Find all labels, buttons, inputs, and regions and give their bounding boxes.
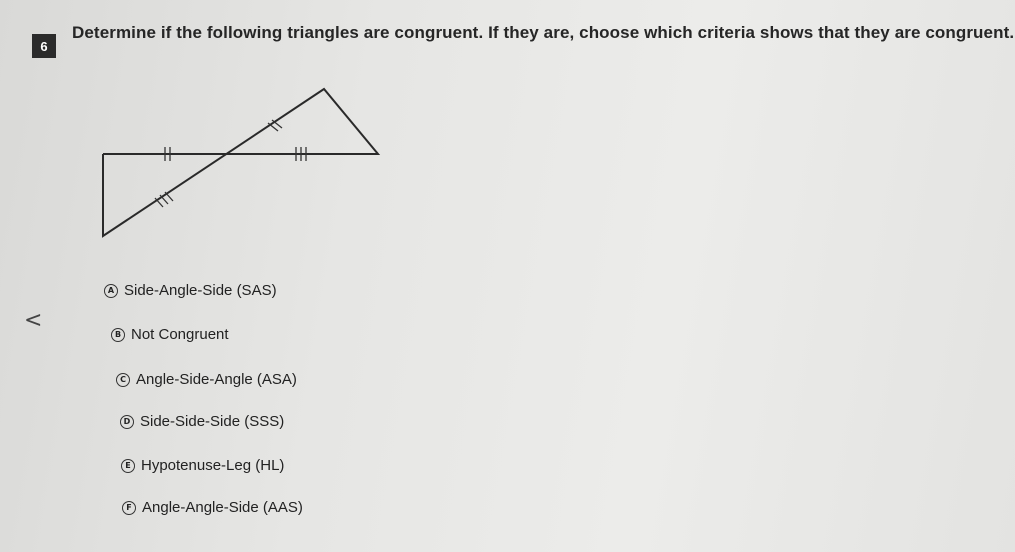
choice-label-c: Angle-Side-Angle (ASA) — [136, 371, 297, 388]
choice-b[interactable] — [111, 326, 229, 343]
choice-label-f: Angle-Angle-Side (AAS) — [142, 499, 303, 516]
choice-label-e: Hypotenuse-Leg (HL) — [141, 457, 285, 474]
choice-label-b: Not Congruent — [131, 326, 229, 343]
choice-e[interactable] — [121, 457, 284, 474]
back-arrow-icon[interactable]: < — [24, 308, 43, 333]
choice-a[interactable] — [104, 282, 277, 299]
choice-letter-e: E — [121, 459, 135, 473]
triangle-outline — [103, 89, 378, 236]
choice-c[interactable] — [116, 371, 297, 388]
question-number-badge: 6 — [32, 34, 56, 58]
choice-letter-f: F — [122, 501, 136, 515]
choice-letter-c: C — [116, 373, 130, 387]
congruence-tick-marks — [155, 120, 306, 207]
choice-label-d: Side-Side-Side (SSS) — [140, 413, 285, 430]
choice-label-a: Side-Angle-Side (SAS) — [124, 282, 277, 299]
question-text: Determine if the following triangles are congruent. If they are, choose which criteria shows that they are congruent. — [72, 23, 1015, 42]
choice-letter-a: A — [104, 284, 118, 298]
choice-letter-d: D — [120, 415, 134, 429]
choice-letter-b: B — [111, 328, 125, 342]
choice-d[interactable] — [120, 413, 284, 430]
choice-f[interactable] — [122, 499, 303, 516]
